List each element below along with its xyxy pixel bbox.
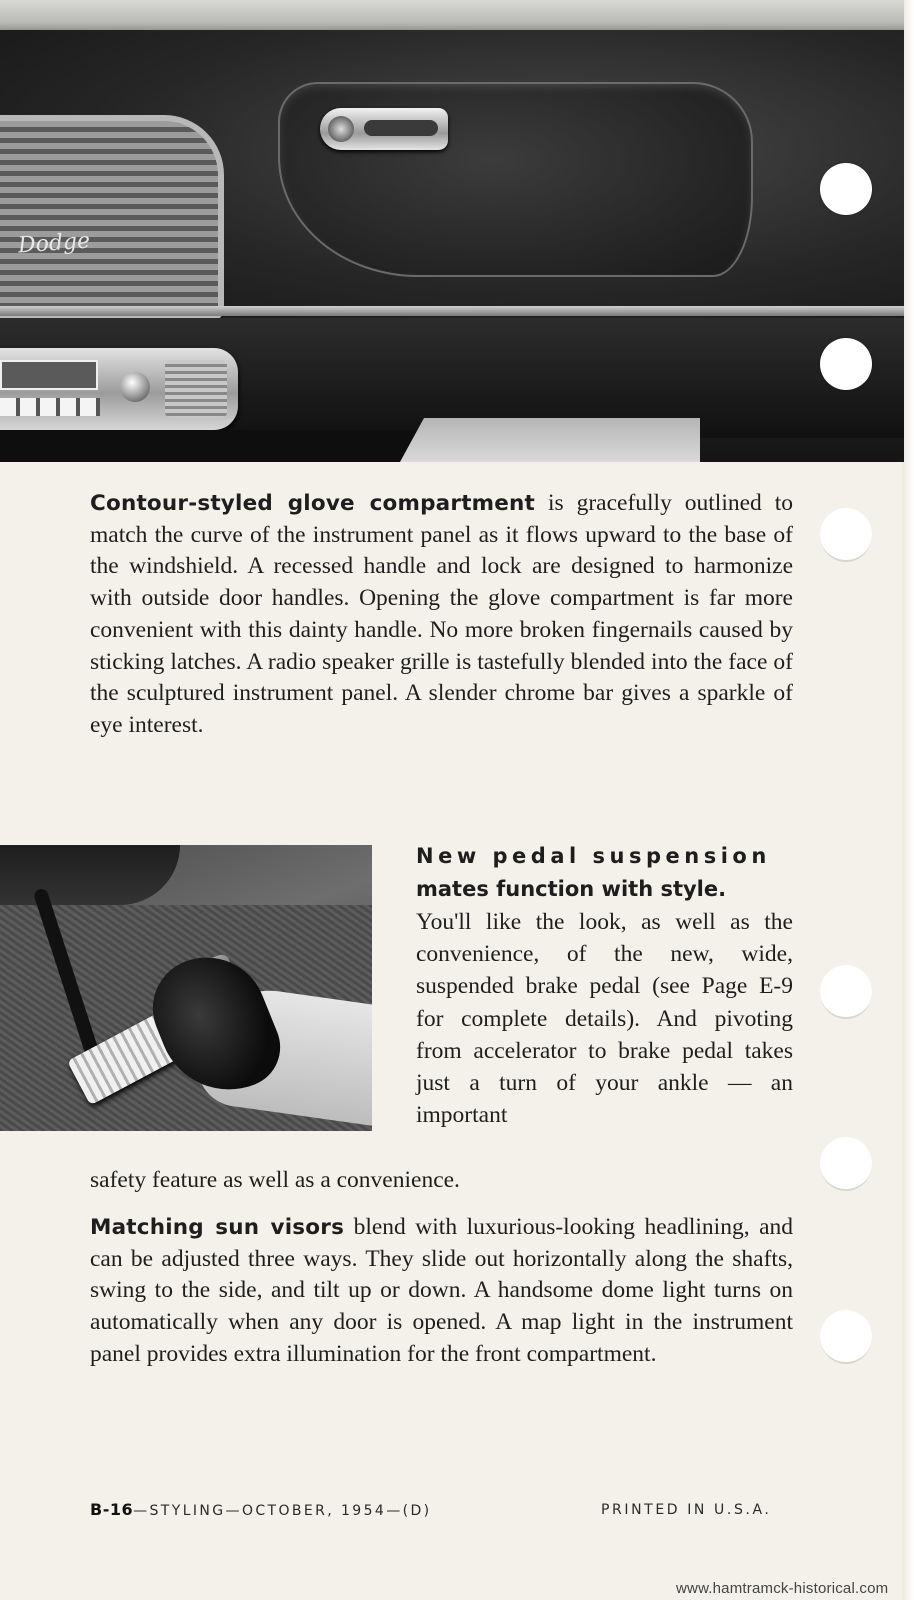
pedal-suspension-tail: safety feature as well as a convenience. (90, 1167, 460, 1193)
pedal-heading-line2: mates function with style. (416, 877, 727, 901)
radio-grille (165, 360, 227, 418)
pedal-suspension-column (416, 840, 793, 1131)
binder-hole (820, 338, 872, 390)
page-number: B-16 (90, 1500, 134, 1519)
binder-hole (820, 1310, 872, 1364)
printed-in-usa: PRINTED IN U.S.A. (601, 1502, 772, 1518)
floor-shadow (0, 430, 420, 462)
binder-hole (820, 965, 872, 1019)
sun-visors-heading: Matching sun visors (90, 1215, 345, 1240)
watermark-url: www.hamtramck-historical.com (676, 1580, 889, 1597)
binder-hole (820, 508, 872, 562)
radio-dial (0, 360, 98, 390)
binder-hole (820, 163, 872, 215)
glove-compartment-heading: Contour-styled glove compartment (90, 491, 536, 516)
page-footer-left (90, 1500, 432, 1519)
pedal-photo (0, 845, 372, 1131)
glove-compartment-text: is gracefully outlined to match the curve of the instrument panel as it flows upward to the base of the windshield. A recessed handle and lock are designed to harmonize with outside door handles. Opening the glove compartment is far more convenient with this dainty handle. No more broken fingernails caused by sticking latches. A radio speaker grille is tastefully blended into the face of the sculptured instrument panel. A slender chrome bar gives a sparkle of eye interest. (90, 490, 793, 738)
binder-hole (820, 1137, 872, 1191)
chrome-bar (0, 306, 904, 316)
grille-script-logo: Dodge (17, 228, 91, 259)
sun-visors-text: blend with luxurious-looking headlining, and can be adjusted three ways. They slide out horizontally along the shafts, swing to the side, and tilt up or down. A handsome dome light turns on automatically when any door is opened. A map light in the instrument panel provides extra illumination for the front compartment. (90, 1214, 793, 1367)
radio-unit (0, 348, 238, 430)
pedal-suspension-heading (416, 840, 793, 906)
dashboard-photo (0, 0, 904, 462)
steering-column (0, 845, 180, 905)
radio-knob (120, 372, 150, 402)
pedal-suspension-text: You'll like the look, as well as the convenience, of the new, wide, suspended brake pedal (see Page E-9 for complete details). And pivoting from accelerator to brake pedal takes just a turn of your ankle — an important (416, 909, 793, 1129)
sun-visors-paragraph (90, 1212, 793, 1371)
footer-meta: —STYLING—OCTOBER, 1954—(D) (133, 1503, 432, 1519)
glove-compartment-paragraph (90, 488, 793, 742)
floor-mat (400, 418, 700, 462)
radio-preset-buttons (0, 398, 100, 416)
pedal-heading-line1: New pedal suspension (416, 844, 771, 868)
glove-compartment-handle (320, 108, 448, 150)
speaker-grille (0, 115, 224, 322)
